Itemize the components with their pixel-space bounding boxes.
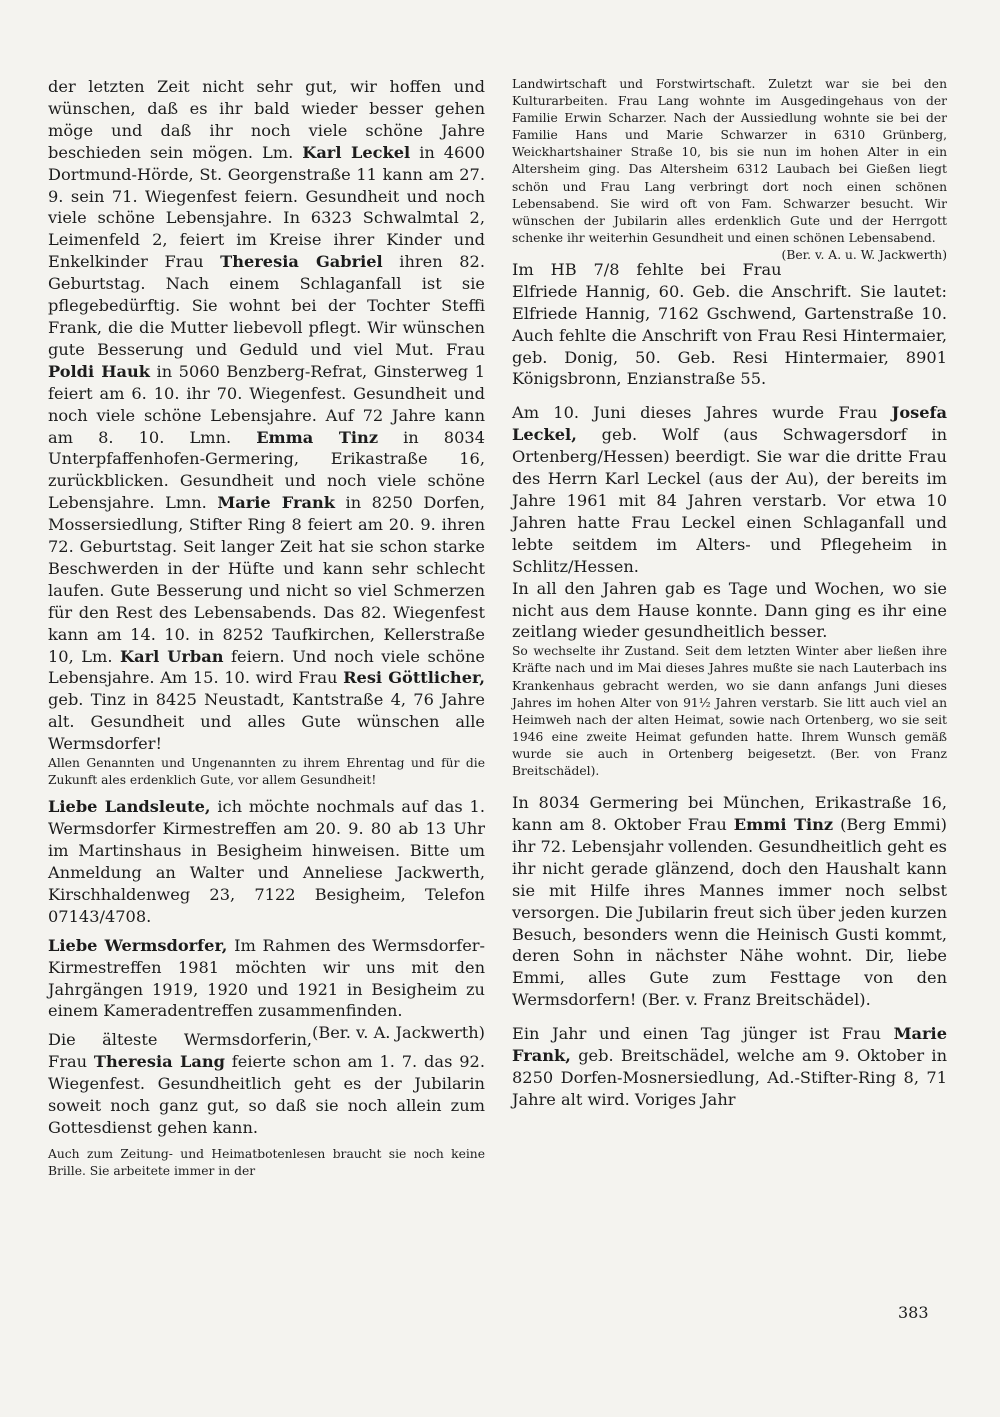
wishes-paragraph: Allen Genannten und Ungenannten zu ihrem Ehrentag und für die Zukunft ales erdenklich Gute, vor allem Gesundheit! xyxy=(48,756,485,788)
bold-name: Resi Göttlicher, xyxy=(343,668,485,688)
right-column xyxy=(512,76,947,1111)
kameradentreffen-text: Liebe Wermsdorfer, Im Rahmen des Wermsdorfer-Kirmestreffen 1981 möchten wir uns mit den Jahrgängen 1919, 1920 und 1921 in Besigheim zu einem Kameradentreffen zusammenfinden. xyxy=(48,935,486,1021)
kameradentreffen-paragraph xyxy=(48,935,486,1043)
left-column xyxy=(48,76,485,1180)
obituary-details-paragraph: So wechselte ihr Zustand. Seit dem letzten Winter aber ließen ihre Kräfte nach und im Mai dieses Jahres mußte sie nach Lauterbach ins Krankenhaus gebracht werden, wo sie dann anfangs Juni dieses Jahres im hohen Alter von 91½ Jahren verstarb. Sie litt auch viel an Heimweh nach der alten Heimat, sowie nach Ortenberg, wo sie seit 1946 eine zweite Heimat gefunden hatte. Ihrem Wunsch gemäß wurde sie auch in Ortenberg beigesetzt. (Ber. von Franz Breitschädel). xyxy=(512,644,947,778)
bold-name: Marie Frank xyxy=(217,493,335,513)
marie-frank-paragraph: Ein Jahr und einen Tag jünger ist Frau Marie Frank, geb. Breitschädel, welche am 9. Oktober in 8250 Dorfen-Mosnersiedlung, Ad.-Stifter-Ring 8, 71 Jahre alt wird. Voriges Jahr xyxy=(512,1024,947,1109)
bold-name: Marie Frank, xyxy=(512,1024,947,1066)
bold-name: Theresia Lang xyxy=(93,1052,225,1072)
report-attribution: (Ber. v. A. u. W. Jackwerth) xyxy=(781,247,947,262)
bold-name: Josefa Leckel, xyxy=(512,403,947,445)
bold-name: Emmi Tinz xyxy=(733,815,834,834)
bold-name: Poldi Hauk xyxy=(48,361,150,381)
report-attribution: (Ber. v. A. Jackwerth) xyxy=(312,1023,485,1043)
obituary-continued-paragraph: In all den Jahren gab es Tage und Wochen, wo sie nicht aus dem Hause konnte. Dann ging es ihr eine zeitlang wieder gesundheitlich besser. xyxy=(512,578,947,642)
bold-name: Karl Leckel xyxy=(302,142,411,162)
bold-name: Karl Urban xyxy=(120,646,224,666)
page-number: 383 xyxy=(898,1303,929,1322)
obituary-paragraph: Am 10. Juni dieses Jahres wurde Frau Josefa Leckel, geb. Wolf (aus Schwagersdorf in Ortenberg/Hessen) beerdigt. Sie war die dritte Frau des Herrn Karl Leckel (aus der Au), der bereits im Jahre 1961 mit 84 Jahren verstarb. Vor etwa 10 Jahren hatte Frau Leckel einen Schlaganfall und lebte seitdem im Alters- und Pflegeheim in Schlitz/Hessen. xyxy=(512,403,947,576)
lang-biography-paragraph xyxy=(512,76,947,262)
bold-name: Liebe Wermsdorfer, xyxy=(48,935,228,955)
lang-biography-text: Landwirtschaft und Forstwirtschaft. Zuletzt war sie bei den Kulturarbeiten. Frau Lang wohnte im Ausgedingehaus von der Familie Erwin Scharzer. Nach der Aussiedlung wohnte sie bei der Familie Hans und Marie Schwarzer in 6310 Grünberg, Weickhartshainer Straße 10, bis sie nun im hohen Alter in ein Altersheim ging. Das Altersheim 6312 Laubach bei Gießen liegt schön und Frau Lang verbringt dort noch einen schönen Lebensabend. Sie wird oft von Fam. Schwarzer besucht. Wir wünschen der Jubilarin alles erdenklich Gute und der Herrgott schenke ihr weiterhin Gesundheit und einen schönen Lebensabend. xyxy=(512,77,947,245)
emmi-tinz-paragraph: In 8034 Germering bei München, Erikastraße 16, kann am 8. Oktober Frau Emmi Tinz (Berg Emmi) ihr 72. Lebensjahr vollenden. Gesundheitlich geht es ihr nicht gerade glänzend, doch den Haushalt kann sie mit Hilfe ihres Mannes immer noch selbst versorgen. Die Jubilarin freut sich über jeden kurzen Besuch, besonders wenn die Heinisch Gusti kommt, deren Sohn in nächster Nähe wohnt. Dir, liebe Emmi, alles Gute zum Festtage von den Wermsdorfern! (Ber. v. Franz Breitschädel). xyxy=(512,793,947,1010)
bold-name: Theresia Gabriel xyxy=(220,252,383,272)
birthday-announcements-paragraph: der letzten Zeit nicht sehr gut, wir hoffen und wünschen, daß es ihr bald wieder besser gehen möge und daß ihr noch viele schöne Jahre beschieden sein mögen. Lm. Karl Leckel in 4600 Dortmund-Hörde, St. Georgenstraße 11 kann am 27. 9. sein 71. Wiegenfest feiern. Gesundheit und noch viele schöne Lebensjahre. In 6323 Schwalmtal 2, Leimenfeld 2, feiert im Kreise ihrer Kinder und Enkelkinder Frau Theresia Gabriel ihren 82. Geburtstag. Nach einem Schlaganfall ist sie pflegebedürftig. Sie wohnt bei der Tochter Steffi Frank, die die Mutter liebevoll pflegt. Wir wünschen gute Besserung und Geduld und viel Mut. Frau Poldi Hauk in 5060 Benzberg-Refrat, Ginsterweg 1 feiert am 6. 10. ihr 70. Wiegenfest. Gesundheit und noch viele schöne Lebensjahre. Auf 72 Jahre kann am 8. 10. Lmn. Emma Tinz in 8034 Unterpfaffenhofen-Germering, Erikastraße 16, zurückblicken. Gesundheit und noch viele schöne Lebensjahre. Lmn. Marie Frank in 8250 Dorfen, Mossersiedlung, Stifter Ring 8 feiert am 20. 9. ihren 72. Geburtstag. Seit langer Zeit hat sie schon starke Beschwerden in der Hüfte und kann sehr schlecht laufen. Gute Besserung und nicht so viel Schmerzen für den Rest des Lebensabends. Das 82. Wiegenfest kann am 14. 10. in 8252 Taufkirchen, Kellerstraße 10, Lm. Karl Urban feiern. Und noch viele schöne Lebensjahre. Am 15. 10. wird Frau Resi Göttlicher, geb. Tinz in 8425 Neustadt, Kantstraße 4, 76 Jahre alt. Gesundheit und alles Gute wünschen alle Wermsdorfer! xyxy=(48,77,486,754)
address-correction-paragraph: Im HB 7/8 fehlte bei Frau Elfriede Hannig, 60. Geb. die Anschrift. Sie lautet: Elfriede Hannig, 7162 Gschwend, Gartenstraße 10. Auch fehlte die Anschrift von Frau Resi Hintermaier, geb. Donig, 50. Geb. Resi Hintermaier, 8901 Königsbronn, Enzianstraße 55. xyxy=(512,259,947,389)
kirmestreffen-paragraph: Liebe Landsleute, ich möchte nochmals auf das 1. Wermsdorfer Kirmestreffen am 20. 9. 80 ab 13 Uhr im Martinshaus in Besigheim hinweisen. Bitte um Anmeldung an Walter und Anneliese Jackwerth, Kirschhaldenweg 23, 7122 Besigheim, Telefon 07143/4708. xyxy=(48,797,485,926)
bold-name: Emma Tinz xyxy=(256,427,379,447)
reading-paragraph: Auch zum Zeitung- und Heimatbotenlesen braucht sie noch keine Brille. Sie arbeitete immer in der xyxy=(48,1146,485,1178)
bold-name: Liebe Landsleute, xyxy=(48,797,211,817)
oldest-resident-paragraph: Die älteste Wermsdorferin, Frau Theresia Lang feierte schon am 1. 7. das 92. Wiegenfest. Gesundheitlich geht es der Jubilarin soweit noch ganz gut, so daß sie noch allein zum Gottesdienst gehen kann. xyxy=(48,1030,485,1137)
